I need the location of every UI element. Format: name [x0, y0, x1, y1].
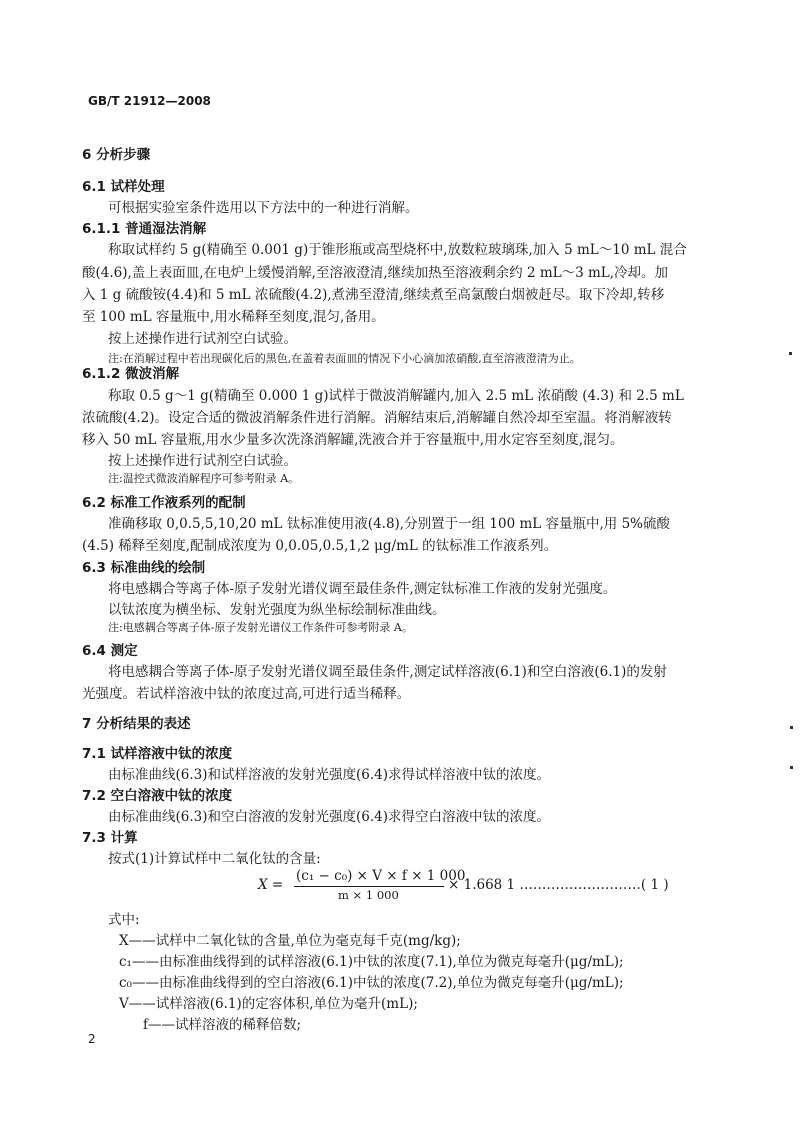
section-6-1-text: 可根据实验室条件选用以下方法中的一种进行消解。 — [108, 200, 419, 216]
formula-numerator: (c₁ − c₀) × V × f × 1 000 — [296, 868, 466, 884]
section-7-title: 7 分析结果的表述 — [82, 716, 191, 732]
section-6-4-title: 6.4 测定 — [82, 643, 138, 659]
paragraph-line: 将电感耦合等离子体-原子发射光谱仪调至最佳条件,测定钛标准工作液的发射光强度。 — [108, 581, 617, 597]
section-6-title: 6 分析步骤 — [82, 147, 151, 163]
section-6-1-2-title: 6.1.2 微波消解 — [82, 366, 180, 382]
formula-1 — [258, 868, 708, 902]
formula-tail: × 1.668 1 ………………………( 1 ) — [448, 877, 669, 893]
scan-mark — [790, 766, 793, 769]
formula-denominator: m × 1 000 — [338, 888, 399, 902]
section-7-1-title: 7.1 试样溶液中钛的浓度 — [82, 746, 233, 762]
formula-intro: 按式(1)计算试样中二氧化钛的含量: — [108, 851, 321, 867]
paragraph-line: 入 1 g 硫酸铵(4.4)和 5 mL 浓硫酸(4.2),煮沸至澄清,继续煮至高氯酸白烟被赶尽。取下冷却,转移 — [82, 287, 665, 303]
note: 注:电感耦合等离子体-原子发射光谱仪工作条件可参考附录 A。 — [108, 621, 413, 634]
page-number: 2 — [88, 1032, 96, 1046]
standard-number: GB/T 21912—2008 — [88, 94, 211, 108]
paragraph-line: 称取 0.5 g～1 g(精确至 0.000 1 g)试样于微波消解罐内,加入 2.5 mL 浓硝酸 (4.3) 和 2.5 mL — [108, 388, 684, 404]
section-7-2-title: 7.2 空白溶液中钛的浓度 — [82, 788, 233, 804]
section-6-1-1-title: 6.1.1 普通湿法消解 — [82, 221, 207, 237]
variable-definition: c₁——由标准曲线得到的试样溶液(6.1)中钛的浓度(7.1),单位为微克每毫升(μg/mL); — [119, 954, 624, 970]
paragraph-line: 由标准曲线(6.3)和试样溶液的发射光强度(6.4)求得试样溶液中钛的浓度。 — [108, 767, 551, 783]
scan-mark — [790, 726, 793, 729]
variable-definition: X——试样中二氧化钛的含量,单位为毫克每千克(mg/kg); — [119, 933, 461, 949]
paragraph-line: 以钛浓度为横坐标、发射光强度为纵坐标绘制标准曲线。 — [108, 602, 446, 618]
variable-definition: f——试样溶液的稀释倍数; — [143, 1017, 302, 1033]
variable-definition: V——试样溶液(6.1)的定容体积,单位为毫升(mL); — [119, 996, 418, 1012]
paragraph-line: 将电感耦合等离子体-原子发射光谱仪调至最佳条件,测定试样溶液(6.1)和空白溶液(6.1)的发射 — [108, 664, 667, 680]
paragraph-line: 移入 50 mL 容量瓶,用水少量多次洗涤消解罐,洗液合并于容量瓶中,用水定容至刻度,混匀。 — [82, 432, 624, 448]
paragraph-line: 称取试样约 5 g(精确至 0.001 g)于锥形瓶或高型烧杯中,放数粒玻璃珠,加入 5 mL～10 mL 混合 — [108, 242, 687, 258]
note: 注:在消解过程中若出现碳化后的黑色,在盖着表面皿的情况下小心滴加浓硝酸,直至溶液澄清为止。 — [108, 352, 581, 365]
variable-definition: c₀——由标准曲线得到的空白溶液(6.1)中钛的浓度(7.2),单位为微克每毫升(μg/mL); — [119, 975, 624, 991]
paragraph-line: 光强度。若试样溶液中钛的浓度过高,可进行适当稀释。 — [82, 686, 411, 702]
scan-mark — [789, 352, 792, 355]
paragraph-line: 酸(4.6),盖上表面皿,在电炉上缓慢消解,至溶液澄清,继续加热至溶液剩余约 2 mL～3 mL,冷却。加 — [82, 265, 669, 281]
where-label: 式中: — [108, 912, 140, 928]
paragraph-line: 按上述操作进行试剂空白试验。 — [108, 453, 297, 469]
paragraph-line: 由标准曲线(6.3)和空白溶液的发射光强度(6.4)求得空白溶液中钛的浓度。 — [108, 809, 551, 825]
section-6-3-title: 6.3 标准曲线的绘制 — [82, 560, 206, 576]
paragraph-line: 按上述操作进行试剂空白试验。 — [108, 331, 297, 347]
fraction-bar — [294, 886, 444, 887]
paragraph-line: 准确移取 0,0.5,5,10,20 mL 钛标准使用液(4.8),分别置于一组 100 mL 容量瓶中,用 5%硫酸 — [108, 516, 671, 532]
section-7-3-title: 7.3 计算 — [82, 830, 138, 846]
formula-lhs: X = — [258, 877, 284, 893]
section-6-1-title: 6.1 试样处理 — [82, 179, 165, 195]
note: 注:温控式微波消解程序可参考附录 A。 — [108, 472, 300, 485]
paragraph-line: 至 100 mL 容量瓶中,用水稀释至刻度,混匀,备用。 — [82, 309, 385, 325]
paragraph-line: 浓硫酸(4.2)。设定合适的微波消解条件进行消解。消解结束后,消解罐自然冷却至室温。将消解液转 — [82, 410, 672, 426]
paragraph-line: (4.5) 稀释至刻度,配制成浓度为 0,0.05,0.5,1,2 μg/mL 的钛标准工作液系列。 — [82, 538, 558, 554]
section-6-2-title: 6.2 标准工作液系列的配制 — [82, 495, 246, 511]
